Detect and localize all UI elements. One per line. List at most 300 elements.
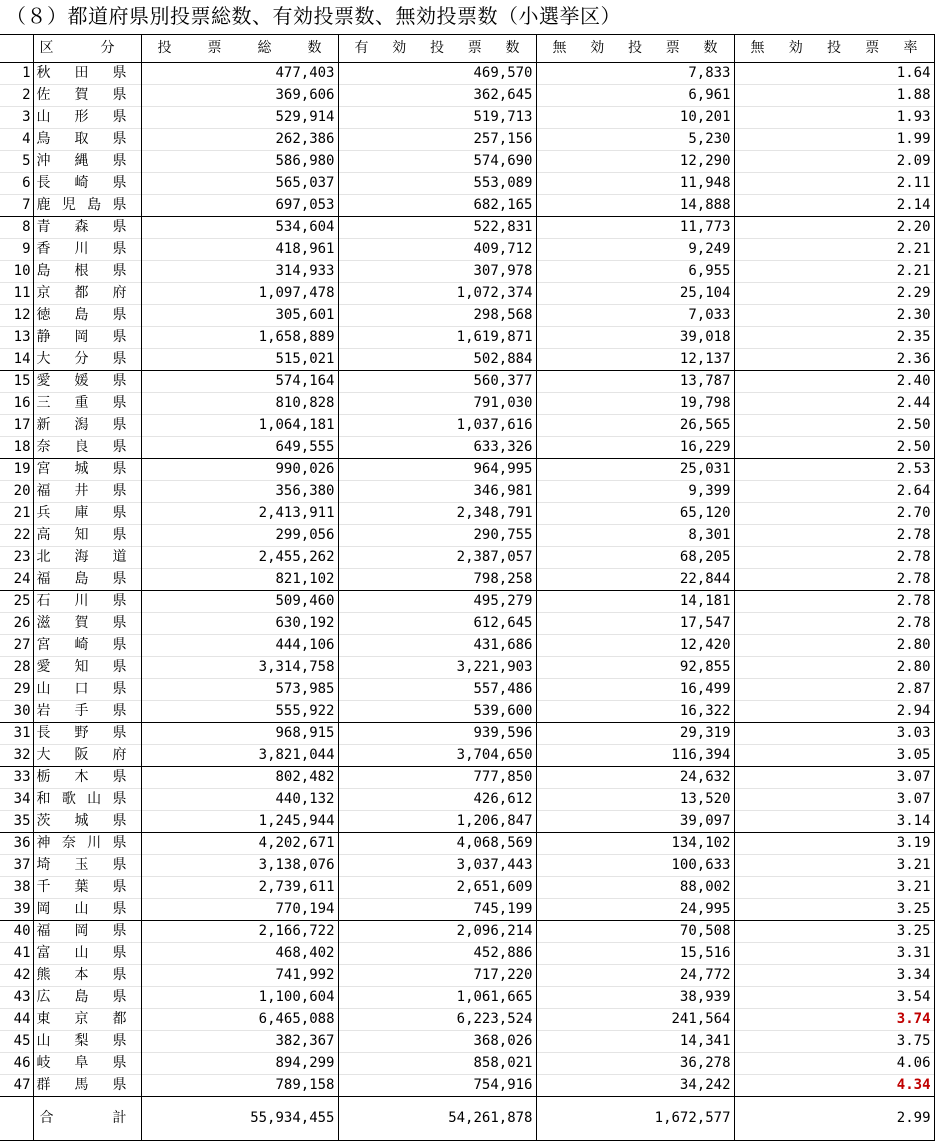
prefecture-name: 兵庫県: [33, 503, 141, 525]
total-votes-cell: 418,961: [141, 239, 338, 261]
valid-votes-cell: 2,387,057: [338, 547, 536, 569]
table-row: [0, 877, 934, 899]
prefecture-name: 新潟県: [33, 415, 141, 437]
row-number: 44: [0, 1009, 33, 1031]
prefecture-name: 群馬県: [33, 1075, 141, 1097]
invalid-rate-cell: 2.64: [734, 481, 934, 503]
row-number: 36: [0, 833, 33, 855]
total-votes-cell: 1,245,944: [141, 811, 338, 833]
total-votes-cell: 1,658,889: [141, 327, 338, 349]
invalid-votes-cell: 65,120: [536, 503, 734, 525]
row-number: 20: [0, 481, 33, 503]
grand-invalid-rate: 2.99: [734, 1097, 934, 1141]
invalid-votes-cell: 16,499: [536, 679, 734, 701]
total-votes-cell: 4,202,671: [141, 833, 338, 855]
prefecture-name: 埼玉県: [33, 855, 141, 877]
row-number: 26: [0, 613, 33, 635]
total-votes-cell: 810,828: [141, 393, 338, 415]
row-number: 1: [0, 63, 33, 85]
invalid-rate-cell: 2.53: [734, 459, 934, 481]
table-row: [0, 107, 934, 129]
total-votes-cell: 1,100,604: [141, 987, 338, 1009]
valid-votes-cell: 745,199: [338, 899, 536, 921]
table-row: [0, 239, 934, 261]
invalid-rate-cell: 3.54: [734, 987, 934, 1009]
invalid-rate-cell: 3.75: [734, 1031, 934, 1053]
row-number: 39: [0, 899, 33, 921]
table-row: [0, 129, 934, 151]
invalid-votes-cell: 92,855: [536, 657, 734, 679]
row-number: 37: [0, 855, 33, 877]
table-row: [0, 833, 934, 855]
total-votes-cell: 565,037: [141, 173, 338, 195]
invalid-rate-cell: 3.21: [734, 877, 934, 899]
table-row: [0, 173, 934, 195]
row-number: 21: [0, 503, 33, 525]
total-votes-cell: 305,601: [141, 305, 338, 327]
invalid-rate-cell: 2.21: [734, 239, 934, 261]
invalid-rate-cell: 2.87: [734, 679, 934, 701]
invalid-rate-cell: 2.50: [734, 415, 934, 437]
row-number: 7: [0, 195, 33, 217]
invalid-votes-cell: 26,565: [536, 415, 734, 437]
prefecture-name: 東京都: [33, 1009, 141, 1031]
invalid-votes-cell: 11,773: [536, 217, 734, 239]
table-row: [0, 305, 934, 327]
header-number: [0, 35, 33, 63]
prefecture-name: 富山県: [33, 943, 141, 965]
valid-votes-cell: 2,096,214: [338, 921, 536, 943]
prefecture-name: 岩手県: [33, 701, 141, 723]
invalid-votes-cell: 15,516: [536, 943, 734, 965]
table-row: [0, 635, 934, 657]
row-number: 33: [0, 767, 33, 789]
table-row: [0, 503, 934, 525]
prefecture-name: 愛媛県: [33, 371, 141, 393]
total-votes-cell: 2,166,722: [141, 921, 338, 943]
total-votes-cell: 2,413,911: [141, 503, 338, 525]
prefecture-name: 熊本県: [33, 965, 141, 987]
invalid-rate-cell: 3.07: [734, 767, 934, 789]
valid-votes-cell: 3,221,903: [338, 657, 536, 679]
row-number: 23: [0, 547, 33, 569]
table-row: [0, 261, 934, 283]
total-votes-cell: 299,056: [141, 525, 338, 547]
valid-votes-cell: 257,156: [338, 129, 536, 151]
prefecture-name: 神奈川県: [33, 833, 141, 855]
invalid-rate-cell: 2.80: [734, 635, 934, 657]
invalid-rate-cell: 3.31: [734, 943, 934, 965]
table-row: [0, 283, 934, 305]
invalid-votes-cell: 88,002: [536, 877, 734, 899]
table-row: [0, 811, 934, 833]
invalid-votes-cell: 11,948: [536, 173, 734, 195]
total-votes-cell: 990,026: [141, 459, 338, 481]
total-votes-cell: 444,106: [141, 635, 338, 657]
table-row: [0, 745, 934, 767]
prefecture-name: 愛知県: [33, 657, 141, 679]
invalid-rate-cell: 2.35: [734, 327, 934, 349]
table-row: [0, 437, 934, 459]
invalid-votes-cell: 19,798: [536, 393, 734, 415]
invalid-votes-cell: 12,290: [536, 151, 734, 173]
prefecture-name: 青森県: [33, 217, 141, 239]
valid-votes-cell: 298,568: [338, 305, 536, 327]
invalid-votes-cell: 22,844: [536, 569, 734, 591]
row-number: 46: [0, 1053, 33, 1075]
row-number: 43: [0, 987, 33, 1009]
total-votes-cell: 529,914: [141, 107, 338, 129]
invalid-rate-cell: 3.25: [734, 899, 934, 921]
table-row: [0, 1053, 934, 1075]
total-votes-cell: 369,606: [141, 85, 338, 107]
invalid-rate-cell: 2.94: [734, 701, 934, 723]
total-votes-cell: 770,194: [141, 899, 338, 921]
table-row: [0, 723, 934, 745]
valid-votes-cell: 858,021: [338, 1053, 536, 1075]
table-row: [0, 327, 934, 349]
invalid-votes-cell: 7,033: [536, 305, 734, 327]
grand-invalid-votes: 1,672,577: [536, 1097, 734, 1141]
invalid-rate-cell: 2.78: [734, 525, 934, 547]
prefecture-name: 奈良県: [33, 437, 141, 459]
total-votes-cell: 789,158: [141, 1075, 338, 1097]
valid-votes-cell: 3,037,443: [338, 855, 536, 877]
prefecture-name: 鳥取県: [33, 129, 141, 151]
invalid-votes-cell: 68,205: [536, 547, 734, 569]
prefecture-name: 大分県: [33, 349, 141, 371]
invalid-rate-cell: 3.74: [734, 1009, 934, 1031]
row-number: 28: [0, 657, 33, 679]
valid-votes-cell: 409,712: [338, 239, 536, 261]
row-number: 12: [0, 305, 33, 327]
row-number: 8: [0, 217, 33, 239]
valid-votes-cell: 539,600: [338, 701, 536, 723]
row-number: 19: [0, 459, 33, 481]
invalid-rate-cell: 3.14: [734, 811, 934, 833]
total-votes-cell: 3,314,758: [141, 657, 338, 679]
invalid-rate-cell: 2.21: [734, 261, 934, 283]
prefecture-name: 山形県: [33, 107, 141, 129]
table-row: [0, 789, 934, 811]
prefecture-name: 香川県: [33, 239, 141, 261]
invalid-votes-cell: 16,229: [536, 437, 734, 459]
prefecture-name: 長崎県: [33, 173, 141, 195]
row-number: 11: [0, 283, 33, 305]
invalid-rate-cell: 1.64: [734, 63, 934, 85]
invalid-rate-cell: 2.40: [734, 371, 934, 393]
table-row: [0, 393, 934, 415]
valid-votes-cell: 612,645: [338, 613, 536, 635]
valid-votes-cell: 452,886: [338, 943, 536, 965]
row-number: 32: [0, 745, 33, 767]
valid-votes-cell: 1,206,847: [338, 811, 536, 833]
prefecture-name: 岐阜県: [33, 1053, 141, 1075]
total-votes-cell: 3,138,076: [141, 855, 338, 877]
valid-votes-cell: 519,713: [338, 107, 536, 129]
invalid-rate-cell: 2.78: [734, 547, 934, 569]
valid-votes-cell: 4,068,569: [338, 833, 536, 855]
table-row: [0, 921, 934, 943]
header-valid-votes: 有 効 投 票 数: [338, 35, 536, 63]
row-number: 22: [0, 525, 33, 547]
total-votes-cell: 802,482: [141, 767, 338, 789]
invalid-votes-cell: 7,833: [536, 63, 734, 85]
invalid-votes-cell: 241,564: [536, 1009, 734, 1031]
invalid-votes-cell: 25,031: [536, 459, 734, 481]
row-number: 6: [0, 173, 33, 195]
total-votes-cell: 2,455,262: [141, 547, 338, 569]
table-row: [0, 899, 934, 921]
invalid-rate-cell: 3.07: [734, 789, 934, 811]
prefecture-name: 北海道: [33, 547, 141, 569]
invalid-votes-cell: 39,097: [536, 811, 734, 833]
invalid-votes-cell: 12,137: [536, 349, 734, 371]
prefecture-name: 山口県: [33, 679, 141, 701]
invalid-votes-cell: 6,961: [536, 85, 734, 107]
prefecture-name: 広島県: [33, 987, 141, 1009]
invalid-rate-cell: 2.11: [734, 173, 934, 195]
invalid-rate-cell: 3.21: [734, 855, 934, 877]
total-votes-cell: 649,555: [141, 437, 338, 459]
table-row: [0, 481, 934, 503]
table-row: [0, 855, 934, 877]
total-votes-cell: 314,933: [141, 261, 338, 283]
row-number: 17: [0, 415, 33, 437]
header-total-votes: 投 票 総 数: [141, 35, 338, 63]
invalid-rate-cell: 2.80: [734, 657, 934, 679]
invalid-rate-cell: 3.05: [734, 745, 934, 767]
invalid-votes-cell: 36,278: [536, 1053, 734, 1075]
prefecture-name: 石川県: [33, 591, 141, 613]
prefecture-name: 福島県: [33, 569, 141, 591]
table-row: [0, 415, 934, 437]
row-number: 40: [0, 921, 33, 943]
table-row: [0, 1009, 934, 1031]
valid-votes-cell: 777,850: [338, 767, 536, 789]
row-number: 5: [0, 151, 33, 173]
invalid-rate-cell: 2.14: [734, 195, 934, 217]
valid-votes-cell: 633,326: [338, 437, 536, 459]
invalid-rate-cell: 2.70: [734, 503, 934, 525]
header-invalid-rate: 無 効 投 票 率: [734, 35, 934, 63]
prefecture-name: 和歌山県: [33, 789, 141, 811]
valid-votes-cell: 307,978: [338, 261, 536, 283]
row-number: 27: [0, 635, 33, 657]
total-row: [0, 1097, 934, 1141]
total-votes-cell: 630,192: [141, 613, 338, 635]
total-votes-cell: 3,821,044: [141, 745, 338, 767]
total-votes-cell: 1,097,478: [141, 283, 338, 305]
row-number: 16: [0, 393, 33, 415]
valid-votes-cell: 2,348,791: [338, 503, 536, 525]
invalid-rate-cell: 2.20: [734, 217, 934, 239]
invalid-rate-cell: 2.36: [734, 349, 934, 371]
invalid-votes-cell: 13,520: [536, 789, 734, 811]
prefecture-name: 沖縄県: [33, 151, 141, 173]
row-number: 9: [0, 239, 33, 261]
invalid-votes-cell: 6,955: [536, 261, 734, 283]
invalid-rate-cell: 1.88: [734, 85, 934, 107]
row-number: 41: [0, 943, 33, 965]
valid-votes-cell: 502,884: [338, 349, 536, 371]
prefecture-vote-table: [0, 34, 935, 1141]
prefecture-name: 茨城県: [33, 811, 141, 833]
prefecture-name: 島根県: [33, 261, 141, 283]
table-row: [0, 701, 934, 723]
table-row: [0, 217, 934, 239]
table-title: （８）都道府県別投票総数、有効投票数、無効投票数（小選挙区）: [6, 4, 621, 28]
table-row: [0, 85, 934, 107]
table-row: [0, 63, 934, 85]
total-votes-cell: 586,980: [141, 151, 338, 173]
invalid-rate-cell: 2.78: [734, 591, 934, 613]
invalid-rate-cell: 2.44: [734, 393, 934, 415]
prefecture-name: 岡山県: [33, 899, 141, 921]
invalid-votes-cell: 16,322: [536, 701, 734, 723]
prefecture-name: 静岡県: [33, 327, 141, 349]
invalid-votes-cell: 14,341: [536, 1031, 734, 1053]
table-row: [0, 943, 934, 965]
prefecture-name: 秋田県: [33, 63, 141, 85]
prefecture-name: 佐賀県: [33, 85, 141, 107]
valid-votes-cell: 522,831: [338, 217, 536, 239]
total-votes-cell: 468,402: [141, 943, 338, 965]
valid-votes-cell: 6,223,524: [338, 1009, 536, 1031]
row-number: 3: [0, 107, 33, 129]
total-votes-cell: 356,380: [141, 481, 338, 503]
table-row: [0, 987, 934, 1009]
valid-votes-cell: 426,612: [338, 789, 536, 811]
total-votes-cell: 555,922: [141, 701, 338, 723]
grand-total-votes: 55,934,455: [141, 1097, 338, 1141]
table-row: [0, 613, 934, 635]
invalid-votes-cell: 134,102: [536, 833, 734, 855]
prefecture-name: 福岡県: [33, 921, 141, 943]
total-votes-cell: 894,299: [141, 1053, 338, 1075]
invalid-rate-cell: 2.50: [734, 437, 934, 459]
prefecture-name: 三重県: [33, 393, 141, 415]
invalid-rate-cell: 3.34: [734, 965, 934, 987]
invalid-votes-cell: 34,242: [536, 1075, 734, 1097]
valid-votes-cell: 3,704,650: [338, 745, 536, 767]
invalid-rate-cell: 3.03: [734, 723, 934, 745]
row-number: 15: [0, 371, 33, 393]
row-number: 29: [0, 679, 33, 701]
total-votes-cell: 741,992: [141, 965, 338, 987]
row-number: 4: [0, 129, 33, 151]
row-number: 14: [0, 349, 33, 371]
invalid-rate-cell: 1.93: [734, 107, 934, 129]
valid-votes-cell: 362,645: [338, 85, 536, 107]
table-row: [0, 965, 934, 987]
valid-votes-cell: 574,690: [338, 151, 536, 173]
invalid-votes-cell: 14,181: [536, 591, 734, 613]
row-number: 2: [0, 85, 33, 107]
invalid-rate-cell: 2.09: [734, 151, 934, 173]
total-number: [0, 1097, 33, 1141]
table-row: [0, 591, 934, 613]
prefecture-name: 福井県: [33, 481, 141, 503]
invalid-rate-cell: 2.78: [734, 613, 934, 635]
prefecture-name: 鹿児島県: [33, 195, 141, 217]
table-row: [0, 151, 934, 173]
invalid-votes-cell: 17,547: [536, 613, 734, 635]
row-number: 10: [0, 261, 33, 283]
invalid-rate-cell: 2.29: [734, 283, 934, 305]
prefecture-name: 京都府: [33, 283, 141, 305]
row-number: 47: [0, 1075, 33, 1097]
valid-votes-cell: 939,596: [338, 723, 536, 745]
table-row: [0, 1031, 934, 1053]
valid-votes-cell: 431,686: [338, 635, 536, 657]
row-number: 34: [0, 789, 33, 811]
prefecture-name: 長野県: [33, 723, 141, 745]
row-number: 38: [0, 877, 33, 899]
table-row: [0, 547, 934, 569]
header-row: [0, 35, 934, 63]
valid-votes-cell: 2,651,609: [338, 877, 536, 899]
invalid-votes-cell: 24,772: [536, 965, 734, 987]
valid-votes-cell: 682,165: [338, 195, 536, 217]
prefecture-name: 栃木県: [33, 767, 141, 789]
invalid-votes-cell: 12,420: [536, 635, 734, 657]
valid-votes-cell: 1,619,871: [338, 327, 536, 349]
row-number: 45: [0, 1031, 33, 1053]
prefecture-name: 大阪府: [33, 745, 141, 767]
row-number: 24: [0, 569, 33, 591]
valid-votes-cell: 717,220: [338, 965, 536, 987]
table-row: [0, 569, 934, 591]
invalid-votes-cell: 39,018: [536, 327, 734, 349]
valid-votes-cell: 798,258: [338, 569, 536, 591]
invalid-votes-cell: 29,319: [536, 723, 734, 745]
valid-votes-cell: 1,037,616: [338, 415, 536, 437]
invalid-votes-cell: 24,995: [536, 899, 734, 921]
total-votes-cell: 574,164: [141, 371, 338, 393]
invalid-rate-cell: 3.25: [734, 921, 934, 943]
row-number: 13: [0, 327, 33, 349]
row-number: 31: [0, 723, 33, 745]
total-votes-cell: 573,985: [141, 679, 338, 701]
prefecture-name: 千葉県: [33, 877, 141, 899]
row-number: 30: [0, 701, 33, 723]
invalid-votes-cell: 25,104: [536, 283, 734, 305]
invalid-rate-cell: 2.30: [734, 305, 934, 327]
valid-votes-cell: 791,030: [338, 393, 536, 415]
prefecture-name: 宮崎県: [33, 635, 141, 657]
header-category: 区 分: [33, 35, 141, 63]
invalid-votes-cell: 8,301: [536, 525, 734, 547]
total-votes-cell: 509,460: [141, 591, 338, 613]
invalid-rate-cell: 4.06: [734, 1053, 934, 1075]
prefecture-name: 宮城県: [33, 459, 141, 481]
prefecture-name: 滋賀県: [33, 613, 141, 635]
valid-votes-cell: 469,570: [338, 63, 536, 85]
table-row: [0, 459, 934, 481]
invalid-votes-cell: 100,633: [536, 855, 734, 877]
table-row: [0, 371, 934, 393]
total-votes-cell: 477,403: [141, 63, 338, 85]
valid-votes-cell: 557,486: [338, 679, 536, 701]
total-votes-cell: 262,386: [141, 129, 338, 151]
valid-votes-cell: 964,995: [338, 459, 536, 481]
table-row: [0, 679, 934, 701]
prefecture-name: 山梨県: [33, 1031, 141, 1053]
table-row: [0, 195, 934, 217]
total-votes-cell: 440,132: [141, 789, 338, 811]
table-row: [0, 349, 934, 371]
